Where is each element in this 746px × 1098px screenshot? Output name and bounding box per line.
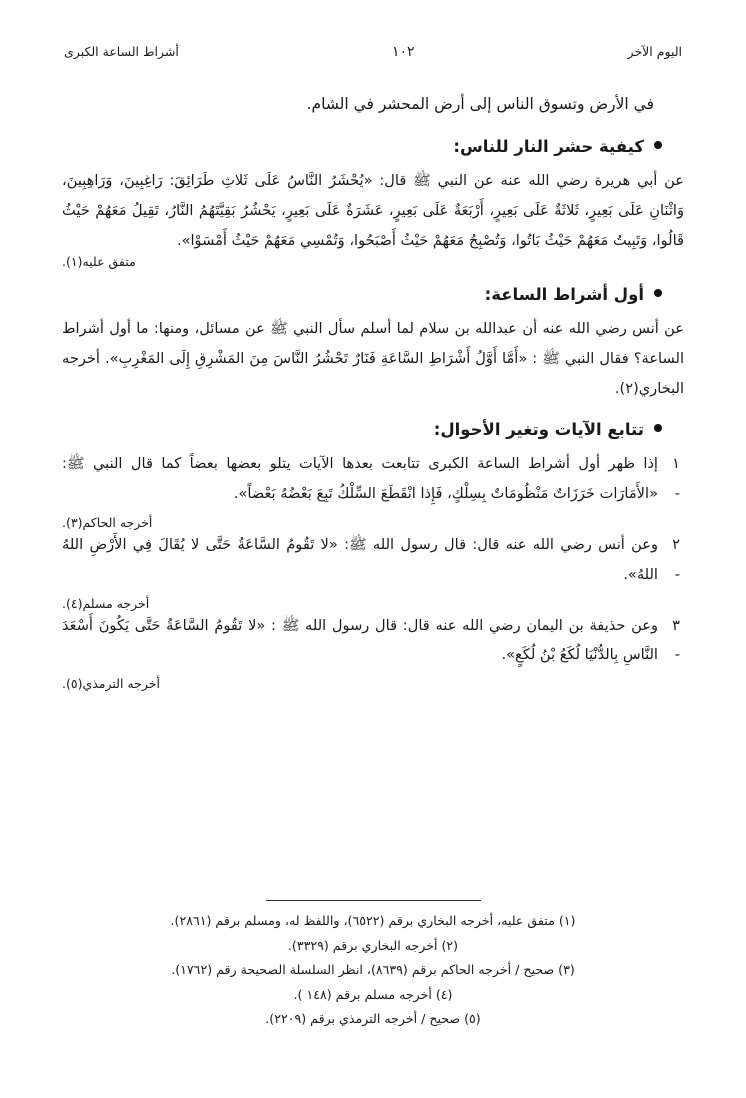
footnote-item: (٥) صحيح / أخرجه الترمذي برقم (٢٢٠٩).	[265, 1011, 481, 1027]
section-hashr-alnar	[62, 137, 684, 269]
bullet-icon	[654, 141, 662, 149]
section-heading-text: تتابع الآيات وتغير الأحوال:	[433, 419, 644, 439]
list-item	[62, 611, 684, 671]
list-item	[62, 530, 684, 590]
section-heading-row	[62, 285, 684, 304]
list-item-number: ١ -	[672, 454, 680, 502]
list-item-text: وعن أنس رضي الله عنه قال: قال رسول الله ﷺ: «لا تَقُومُ السَّاعَةُ حَتَّى لا يُقَالَ فِي الأَرْضِ اللهُ اللهُ».	[62, 535, 658, 583]
section-heading-row	[62, 137, 684, 156]
section-paragraph: عن أنس رضي الله عنه أن عبدالله بن سلام لما أسلم سأل النبي ﷺ عن مسائل، ومنها: ما أول أشراط الساعة؟ فقال النبي ﷺ : «أَمَّا أَوَّلُ أَشْرَاطِ السَّاعَةِ فَنَارٌ تَحْشُرُ النَّاسَ مِنَ المَشْرِقِ إِلَى المَغْرِبِ». أخرجه البخاري(٢).	[62, 320, 684, 397]
bullet-icon	[654, 289, 662, 297]
list-item-text: إذا ظهر أول أشراط الساعة الكبرى تتابعت بعدها الآيات يتلو بعضها بعضاً كما قال النبي ﷺ: «الأَمَارَات خَرَزَاتٌ مَنْظُومَاتٌ بِسِلْكٍ، فَإِذا انْقَطَعَ السِّلْكُ تَبِعَ بَعْضُهُ بَعْضاً».	[62, 454, 658, 502]
list-item	[62, 449, 684, 509]
header-book-section: اليوم الآخر	[627, 44, 682, 59]
page-number: ١٠٢	[391, 44, 415, 60]
page-content	[62, 90, 684, 691]
list-item-takhreej: أخرجه الترمذي(٥).	[62, 676, 160, 692]
list-item-takhreej: أخرجه مسلم(٤).	[62, 595, 150, 611]
footnote-item: (٢) أخرجه البخاري برقم (٣٣٢٩).	[287, 937, 459, 953]
footnote-separator	[266, 900, 481, 901]
section-heading-row	[62, 420, 684, 439]
page-header	[62, 44, 684, 64]
list-item-takhreej: أخرجه الحاكم(٣).	[62, 514, 153, 530]
header-chapter-title: أشراط الساعة الكبرى	[64, 44, 179, 59]
list-item-number: ٢ -	[672, 535, 680, 583]
footnote-list	[62, 909, 684, 1032]
section-heading-text: أول أشراط الساعة:	[484, 285, 644, 305]
footnote-item: (١) متفق عليه، أخرجه البخاري برقم (٦٥٢٢)، واللفظ له، ومسلم برقم (٢٨٦١).	[170, 913, 576, 929]
section-heading-text: كيفية حشر النار للناس:	[453, 137, 644, 157]
section-paragraph: عن أبي هريرة رضي الله عنه عن النبي ﷺ قال: «يُحْشَرُ النَّاسُ عَلَى ثَلاثِ طَرَائِقَ: رَاغِبِينَ، وَرَاهِبِينَ، وَاثْنَانِ عَلَى بَعِيرٍ، ثَلاثَةٌ عَلَى بَعِيرٍ، أَرْبَعَةٌ عَلَى بَعِيرٍ، عَشَرَةٌ عَلَى بَعِيرٍ، يَحْشُرُ بَقِيَّتَهُمُ النَّارُ، تَقِيلُ مَعَهُمْ حَيْثُ قَالُوا، وَتَبِيتُ مَعَهُمْ حَيْثُ بَاتُوا، وَتُصْبِحُ مَعَهُمْ حَيْثُ أَصْبَحُوا، وَتُمْسِي مَعَهُمْ حَيْثُ أَمْسَوْا».	[62, 172, 684, 250]
section-tatabu-alayat	[62, 420, 684, 691]
section-takhreej: متفق عليه(١).	[62, 254, 136, 270]
footnote-item: (٤) أخرجه مسلم برقم (١٤٨ ).	[293, 986, 453, 1002]
list-item-text: وعن حذيفة بن اليمان رضي الله عنه قال: قال رسول الله ﷺ : «لا تَقُومُ السَّاعَةُ حَتَّى يَكُونَ أَسْعَدَ النَّاسِ بِالدُّنْيَا لُكَعُ بْنُ لُكَعٍ».	[62, 616, 658, 664]
section-awwal-ashrat	[62, 285, 684, 404]
intro-paragraph: في الأرض وتسوق الناس إلى أرض المحشر في الشام.	[306, 95, 654, 113]
footnotes-block	[62, 900, 684, 1032]
footnote-item: (٣) صحيح / أخرجه الحاكم برقم (٨٦٣٩)، انظر السلسلة الصحيحة رقم (١٧٦٢).	[171, 962, 575, 978]
bullet-icon	[654, 424, 662, 432]
list-item-number: ٣ -	[672, 616, 680, 664]
